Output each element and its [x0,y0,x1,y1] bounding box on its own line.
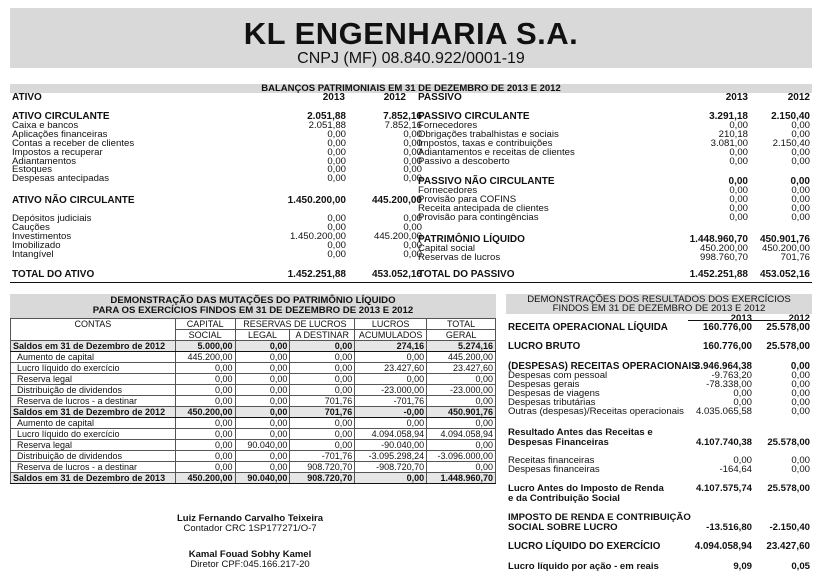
passivo-nc-row-value-2013: 0,00 [729,193,748,205]
ativo-row-value-2012: 7.852,16 [384,119,422,131]
dmpl-cell: 450.200,00 [175,473,235,484]
passivo-row-label: Adiantamentos e receitas de clientes [418,146,575,158]
ativo-row-value-2013: 0,00 [327,155,346,167]
dmpl-head-contas: CONTAS [11,319,176,341]
ativo-row-value-2012: 7.852,16 [383,111,422,122]
dre-despesa-row-value-2013: 0,00 [733,396,752,408]
dmpl-row-label: Aumento de capital [11,352,176,363]
passivo-nc-row-value-2013: 0,00 [728,176,748,187]
dre-lucro-bruto-value-2012: 25.578,00 [766,341,810,352]
dmpl-cell: 0,00 [175,396,235,407]
dmpl-cell: 0,00 [290,440,355,451]
dre-res-antes-value-2013: 4.107.740,38 [695,437,752,448]
dmpl-cell: 0,00 [355,418,427,429]
pl-row-value-2013: 998.760,70 [699,251,748,263]
dre-receita-value-2013: 160.776,00 [702,322,752,333]
dmpl-cell: 0,00 [175,418,235,429]
dmpl-cell: 0,00 [235,429,290,440]
signature-director-name: Kamal Fouad Sobhy Kamel [188,549,312,560]
ativo-nc-row-value-2013: 0,00 [327,239,346,251]
passivo-row-value-2013: 3.291,18 [709,111,748,122]
dmpl-cell: -0,00 [355,407,427,418]
passivo-nc-row-value-2012: 0,00 [791,193,810,205]
dmpl-cell: 23.427,60 [427,363,496,374]
passivo-nc-row-value-2013: 0,00 [729,211,748,223]
total-passivo-value-2013: 1.452.251,88 [689,269,748,280]
balanco-title: BALANÇOS PATRIMONIAIS EM 31 DE DEZEMBRO DE 2013 E 2012 [261,83,561,94]
dre-year-rule-2013 [688,320,752,321]
dmpl-cell: 90.040,00 [235,473,290,484]
dmpl-cell: 908.720,70 [290,462,355,473]
dre-res-antes-label-1: Resultado Antes das Receitas e [508,427,653,438]
dmpl-cell: 445.200,00 [175,352,235,363]
dmpl-cell: 445.200,00 [427,352,496,363]
dmpl-cell: 0,00 [175,451,235,462]
ativo-nc-row-value-2012: 0,00 [403,248,422,260]
ativo-nc-row-value-2012: 0,00 [403,213,422,224]
ativo-year-2013: 2013 [322,92,345,103]
passivo-row-value-2012: 0,00 [791,155,810,167]
dmpl-cell: 701,76 [290,407,355,418]
dre-year-2013: 2013 [730,313,752,324]
ativo-row-value-2013: 0,00 [327,128,346,140]
dmpl-cell: 0,00 [175,385,235,396]
ativo-row-label: Contas a receber de clientes [12,137,135,149]
dmpl-cell: 23.427,60 [355,363,427,374]
ativo-row-value-2012: 0,00 [403,146,422,158]
total-passivo-label: TOTAL DO PASSIVO [418,269,515,280]
dre-despesas-value-2012: 0,00 [790,361,810,372]
dmpl-row [11,418,496,429]
dre-lair-value-2013: 4.107.575,74 [695,483,752,494]
ativo-row-label: ATIVO CIRCULANTE [12,111,110,122]
dre-title-2: FINDOS EM 31 DE DEZEMBRO DE 2013 E 2012 [552,303,766,314]
ativo-nc-row-value-2013: 0,00 [327,248,346,260]
dmpl-cell: 0,00 [427,440,496,451]
company-cnpj: CNPJ (MF) 08.840.922/0001-19 [297,50,525,67]
ativo-nc-row-value-2013: 1.450.200,00 [289,230,346,242]
pl-row-value-2012: 701,76 [780,251,810,263]
ativo-row-value-2013: 2.051,88 [308,119,346,131]
passivo-nc-row-value-2012: 0,00 [790,176,810,187]
ativo-row-value-2013: 0,00 [327,164,346,176]
dmpl-head-capital: CAPITAL [175,319,235,330]
dre-lpa-value-2012: 0,05 [791,561,810,572]
dre-despesa-row-value-2012: 0,00 [791,396,810,408]
passivo-row-value-2013: 0,00 [729,146,748,158]
dmpl-cell: 0,00 [235,374,290,385]
dmpl-table [10,318,496,484]
ativo-row-value-2012: 0,00 [403,173,422,185]
dmpl-head-reservas: RESERVAS DE LUCROS [235,319,355,330]
dmpl-cell: 0,00 [427,462,496,473]
dre-lucro-liquido-value-2012: 23.427,60 [766,541,810,552]
ativo-nc-value-2012: 445.200,00 [371,195,422,206]
dre-despesa-row-value-2012: 0,00 [791,405,810,417]
dmpl-cell: 0,00 [175,363,235,374]
passivo-row-value-2012: 2.150,40 [772,137,810,149]
dmpl-cell: 0,00 [235,418,290,429]
ativo-nc-row-label: Depósitos judiciais [12,213,92,224]
dmpl-row-label: Lucro líquido do exercício [11,363,176,374]
dmpl-cell: 0,00 [175,374,235,385]
ativo-row-label: Despesas antecipadas [12,173,110,185]
dre-ir-label-2: SOCIAL SOBRE LUCRO [508,522,618,533]
dmpl-cell: 0,00 [290,429,355,440]
dmpl-head-geral: GERAL [427,330,496,341]
dmpl-row-label: Reserva de lucros - a destinar [11,396,176,407]
passivo-row-value-2012: 0,00 [791,119,810,131]
passivo-nc-row-label: PASSIVO NÃO CIRCULANTE [418,176,555,187]
dmpl-head-legal: LEGAL [235,330,290,341]
total-ativo-label: TOTAL DO ATIVO [12,269,95,280]
pl-row-value-2012: 450.200,00 [761,242,810,254]
dre-despesa-row-label: Despesas tributárias [508,396,596,408]
dmpl-cell: 0,00 [235,396,290,407]
dmpl-cell: 0,00 [175,440,235,451]
dre-lair-label-2: e da Contribuição Social [508,493,620,504]
ativo-nc-value-2013: 1.450.200,00 [287,195,346,206]
dmpl-cell: 908.720,70 [290,473,355,484]
passivo-row-value-2012: 0,00 [791,146,810,158]
dre-fin-row-value-2012: 0,00 [791,463,810,475]
dmpl-cell: 5.000,00 [175,341,235,352]
ativo-nc-row-label: Cauções [12,221,50,233]
dmpl-cell: 450.200,00 [175,407,235,418]
dmpl-row [11,341,496,352]
dmpl-head-social: SOCIAL [175,330,235,341]
passivo-nc-row-value-2012: 0,00 [791,202,810,214]
ativo-nc-row-value-2012: 0,00 [403,239,422,251]
passivo-nc-row-label: Provisão para COFINS [418,193,517,205]
dre-ir-value-2013: -13.516,80 [706,522,752,533]
ativo-row-value-2012: 0,00 [403,128,422,140]
ativo-heading: ATIVO [12,92,42,103]
passivo-row-value-2012: 2.150,40 [771,111,810,122]
dmpl-row [11,396,496,407]
dre-despesa-row-value-2012: 0,00 [791,370,810,381]
dmpl-row [11,440,496,451]
dre-receita-value-2012: 25.578,00 [766,322,810,333]
ativo-nc-row-label: Investimentos [12,230,72,242]
pl-row-value-2013: 450.200,00 [699,242,748,254]
dmpl-row [11,429,496,440]
ativo-row-label: Impostos a recuperar [12,146,103,158]
dmpl-cell: -3.096.000,00 [427,451,496,462]
dmpl-cell: 0,00 [235,407,290,418]
dmpl-cell: 0,00 [427,418,496,429]
ativo-row-value-2012: 0,00 [403,155,422,167]
ativo-row-value-2013: 0,00 [327,173,346,185]
dre-despesas-value-2013: 3.946.964,38 [694,361,752,372]
passivo-heading: PASSIVO [418,92,462,103]
dre-res-antes-label-2: Despesas Financeiras [508,437,609,448]
dre-fin-row-label: Receitas financeiras [508,455,595,466]
dmpl-cell: -23.000,00 [355,385,427,396]
passivo-nc-row-label: Receita antecipada de clientes [418,202,549,214]
dre-lucro-liquido-value-2013: 4.094.058,94 [694,541,752,552]
dmpl-cell: 0,00 [355,473,427,484]
ativo-row-label: Caixa e bancos [12,119,79,131]
dmpl-row [11,462,496,473]
dmpl-row-label: Distribuição de dividendos [11,451,176,462]
passivo-year-2012: 2012 [787,92,810,103]
dmpl-head-total: TOTAL [427,319,496,330]
dre-despesa-row-value-2012: 0,00 [791,378,810,390]
passivo-row-label: Impostos, taxas e contribuições [418,137,553,149]
dmpl-cell: 0,00 [355,352,427,363]
dre-despesa-row-value-2013: -9.763,20 [711,370,752,381]
passivo-year-2013: 2013 [725,92,748,103]
ativo-year-2012: 2012 [383,92,406,103]
dre-despesa-row-value-2013: 0,00 [733,387,752,399]
dmpl-cell: 0,00 [175,429,235,440]
dre-fin-row-value-2013: 0,00 [733,455,752,466]
dmpl-row-label: Aumento de capital [11,418,176,429]
dmpl-cell: 0,00 [290,363,355,374]
dre-despesa-row-value-2013: -78.338,00 [706,378,752,390]
total-ativo-value-2013: 1.452.251,88 [287,269,346,280]
dre-lpa-value-2013: 9,09 [733,561,752,572]
ativo-row-label: Aplicações financeiras [12,128,108,140]
dre-despesas-label: (DESPESAS) RECEITAS OPERACIONAIS [508,361,698,372]
dre-despesa-row-value-2013: 4.035.065,58 [695,405,752,417]
passivo-row-label: Passivo a descoberto [418,155,510,167]
dmpl-row-label: Lucro líquido do exercício [11,429,176,440]
company-name: KL ENGENHARIA S.A. [243,16,579,51]
signature-director-role: Diretor CPF:045.166.217-20 [190,559,310,570]
dmpl-row [11,451,496,462]
dmpl-cell: 0,00 [290,352,355,363]
dre-despesa-row-label: Despesas com pessoal [508,370,608,381]
dre-year-rule-2012 [746,320,810,321]
dmpl-row [11,473,496,484]
dmpl-cell: 450.901,76 [427,407,496,418]
ativo-nc-row-label: Imobilizado [12,239,61,251]
dmpl-cell: 4.094.058,94 [427,429,496,440]
dmpl-row-label: Saldos em 31 de Dezembro de 2012 [11,341,176,352]
passivo-row-label: Fornecedores [418,119,478,131]
dmpl-cell: 0,00 [355,374,427,385]
pl-row-label: Capital social [418,242,476,254]
ativo-nc-row-value-2012: 0,00 [403,221,422,233]
passivo-nc-row-value-2012: 0,00 [791,184,810,196]
dre-receita-label: RECEITA OPERACIONAL LÍQUIDA [508,322,668,333]
passivo-row-value-2013: 3.081,00 [710,137,748,149]
dmpl-row [11,352,496,363]
dmpl-cell: 0,00 [235,385,290,396]
dre-fin-row-value-2013: -164,64 [719,463,752,475]
passivo-row-value-2013: 210,18 [718,128,748,140]
dmpl-cell: 0,00 [235,352,290,363]
passivo-nc-row-label: Provisão para contingências [418,211,539,223]
ativo-row-value-2013: 0,00 [327,146,346,158]
dmpl-cell: 0,00 [235,462,290,473]
dmpl-cell: -701,76 [290,451,355,462]
ativo-nc-row-value-2012: 445.200,00 [373,230,422,242]
dmpl-cell: 5.274,16 [427,341,496,352]
passivo-nc-row-value-2013: 0,00 [729,184,748,196]
dmpl-row-label: Saldos em 31 de Dezembro de 2012 [11,407,176,418]
balanco-bottom-rule [10,282,812,283]
passivo-row-label: Obrigações trabalhistas e sociais [418,128,559,140]
dmpl-cell: 0,00 [427,396,496,407]
dmpl-cell: 0,00 [290,374,355,385]
dmpl-row-label: Reserva de lucros - a destinar [11,462,176,473]
dmpl-row [11,407,496,418]
total-passivo-value-2012: 453.052,16 [759,269,810,280]
dre-despesa-row-label: Outras (despesas)/Receitas operacionais [508,405,684,417]
dmpl-cell: 701,76 [290,396,355,407]
passivo-nc-row-value-2012: 0,00 [791,211,810,223]
dre-despesa-row-label: Despesas de viagens [508,387,600,399]
dmpl-row-label: Distribuição de dividendos [11,385,176,396]
passivo-nc-row-value-2013: 0,00 [729,202,748,214]
dre-ir-value-2012: -2.150,40 [769,522,810,533]
ativo-row-label: Adiantamentos [12,155,76,167]
dmpl-cell: 0,00 [290,418,355,429]
total-ativo-value-2012: 453.052,16 [371,269,422,280]
company-header [10,8,812,68]
passivo-nc-row-label: Fornecedores [418,184,478,196]
dmpl-cell: 0,00 [235,363,290,374]
pl-row-label: Reservas de lucros [418,251,501,263]
dmpl-row [11,363,496,374]
dmpl-row-label: Saldos em 31 de Dezembro de 2013 [11,473,176,484]
dre-lucro-liquido-label: LUCRO LÍQUIDO DO EXERCÍCIO [508,541,661,552]
dre-fin-row-label: Despesas financeiras [508,463,600,475]
signature-accountant-role: Contador CRC 1SP177271/O-7 [183,523,317,534]
ativo-row-value-2013: 2.051,88 [307,111,346,122]
dre-despesa-row-value-2012: 0,00 [791,387,810,399]
ativo-nc-row-label: Intangível [12,248,54,260]
pl-row-value-2012: 450.901,76 [759,234,810,245]
ativo-nc-label: ATIVO NÃO CIRCULANTE [12,195,135,206]
passivo-row-value-2013: 0,00 [729,119,748,131]
dre-lair-value-2012: 25.578,00 [767,483,810,494]
pl-row-value-2013: 1.448.960,70 [689,234,748,245]
dmpl-cell: 0,00 [175,462,235,473]
ativo-row-value-2012: 0,00 [403,137,422,149]
dmpl-head-acumulados: ACUMULADOS [355,330,427,341]
dmpl-title-1: DEMONSTRAÇÃO DAS MUTAÇÕES DO PATRIMÔNIO LÍQUIDO [110,295,396,306]
dre-year-2012: 2012 [788,313,810,324]
dmpl-head-destinar: A DESTINAR [290,330,355,341]
dre-title-1: DEMONSTRAÇÕES DOS RESULTADOS DOS EXERCÍCIOS [527,294,791,305]
ativo-row-value-2012: 0,00 [403,164,422,176]
dmpl-cell: 4.094.058,94 [355,429,427,440]
dre-lucro-bruto-label: LUCRO BRUTO [508,341,581,352]
dmpl-row [11,374,496,385]
passivo-row-value-2012: 0,00 [791,128,810,140]
dre-despesa-row-label: Despesas gerais [508,378,580,390]
dmpl-cell: 274,16 [355,341,427,352]
dmpl-row-label: Reserva legal [11,374,176,385]
dmpl-cell: 90.040,00 [235,440,290,451]
dre-ir-label-1: IMPOSTO DE RENDA E CONTRIBUIÇÃO [508,512,691,523]
dmpl-row-label: Reserva legal [11,440,176,451]
passivo-row-label: PASSIVO CIRCULANTE [418,111,530,122]
dmpl-head-lucros: LUCROS [355,319,427,330]
dmpl-cell: -701,76 [355,396,427,407]
dmpl-cell: 0,00 [290,341,355,352]
pl-row-label: PATRIMÔNIO LÍQUIDO [418,234,525,245]
dmpl-cell: -23.000,00 [427,385,496,396]
dmpl-cell: -90.040,00 [355,440,427,451]
dmpl-cell: 0,00 [235,341,290,352]
dre-lpa-label: Lucro líquido por ação - em reais [508,561,659,572]
dmpl-cell: -908.720,70 [355,462,427,473]
ativo-row-label: Estoques [12,164,53,176]
dmpl-cell: -3.095.298,24 [355,451,427,462]
passivo-row-value-2013: 0,00 [729,155,748,167]
dre-res-antes-value-2012: 25.578,00 [767,437,810,448]
ativo-row-value-2013: 0,00 [327,137,346,149]
dmpl-row [11,385,496,396]
dmpl-cell: 0,00 [427,374,496,385]
dmpl-cell: 0,00 [290,385,355,396]
dre-lair-label-1: Lucro Antes do Imposto de Renda [508,483,664,494]
dre-lucro-bruto-value-2013: 160.776,00 [702,341,752,352]
ativo-nc-row-value-2013: 0,00 [327,213,346,224]
signature-accountant-name: Luiz Fernando Carvalho Teixeira [176,513,324,524]
dmpl-cell: 0,00 [235,451,290,462]
ativo-nc-row-value-2013: 0,00 [327,221,346,233]
dmpl-title-2: PARA OS EXERCÍCIOS FINDOS EM 31 DE DEZEMBRO DE 2013 E 2012 [92,305,414,316]
dmpl-cell: 1.448.960,70 [427,473,496,484]
dre-fin-row-value-2012: 0,00 [791,455,810,466]
